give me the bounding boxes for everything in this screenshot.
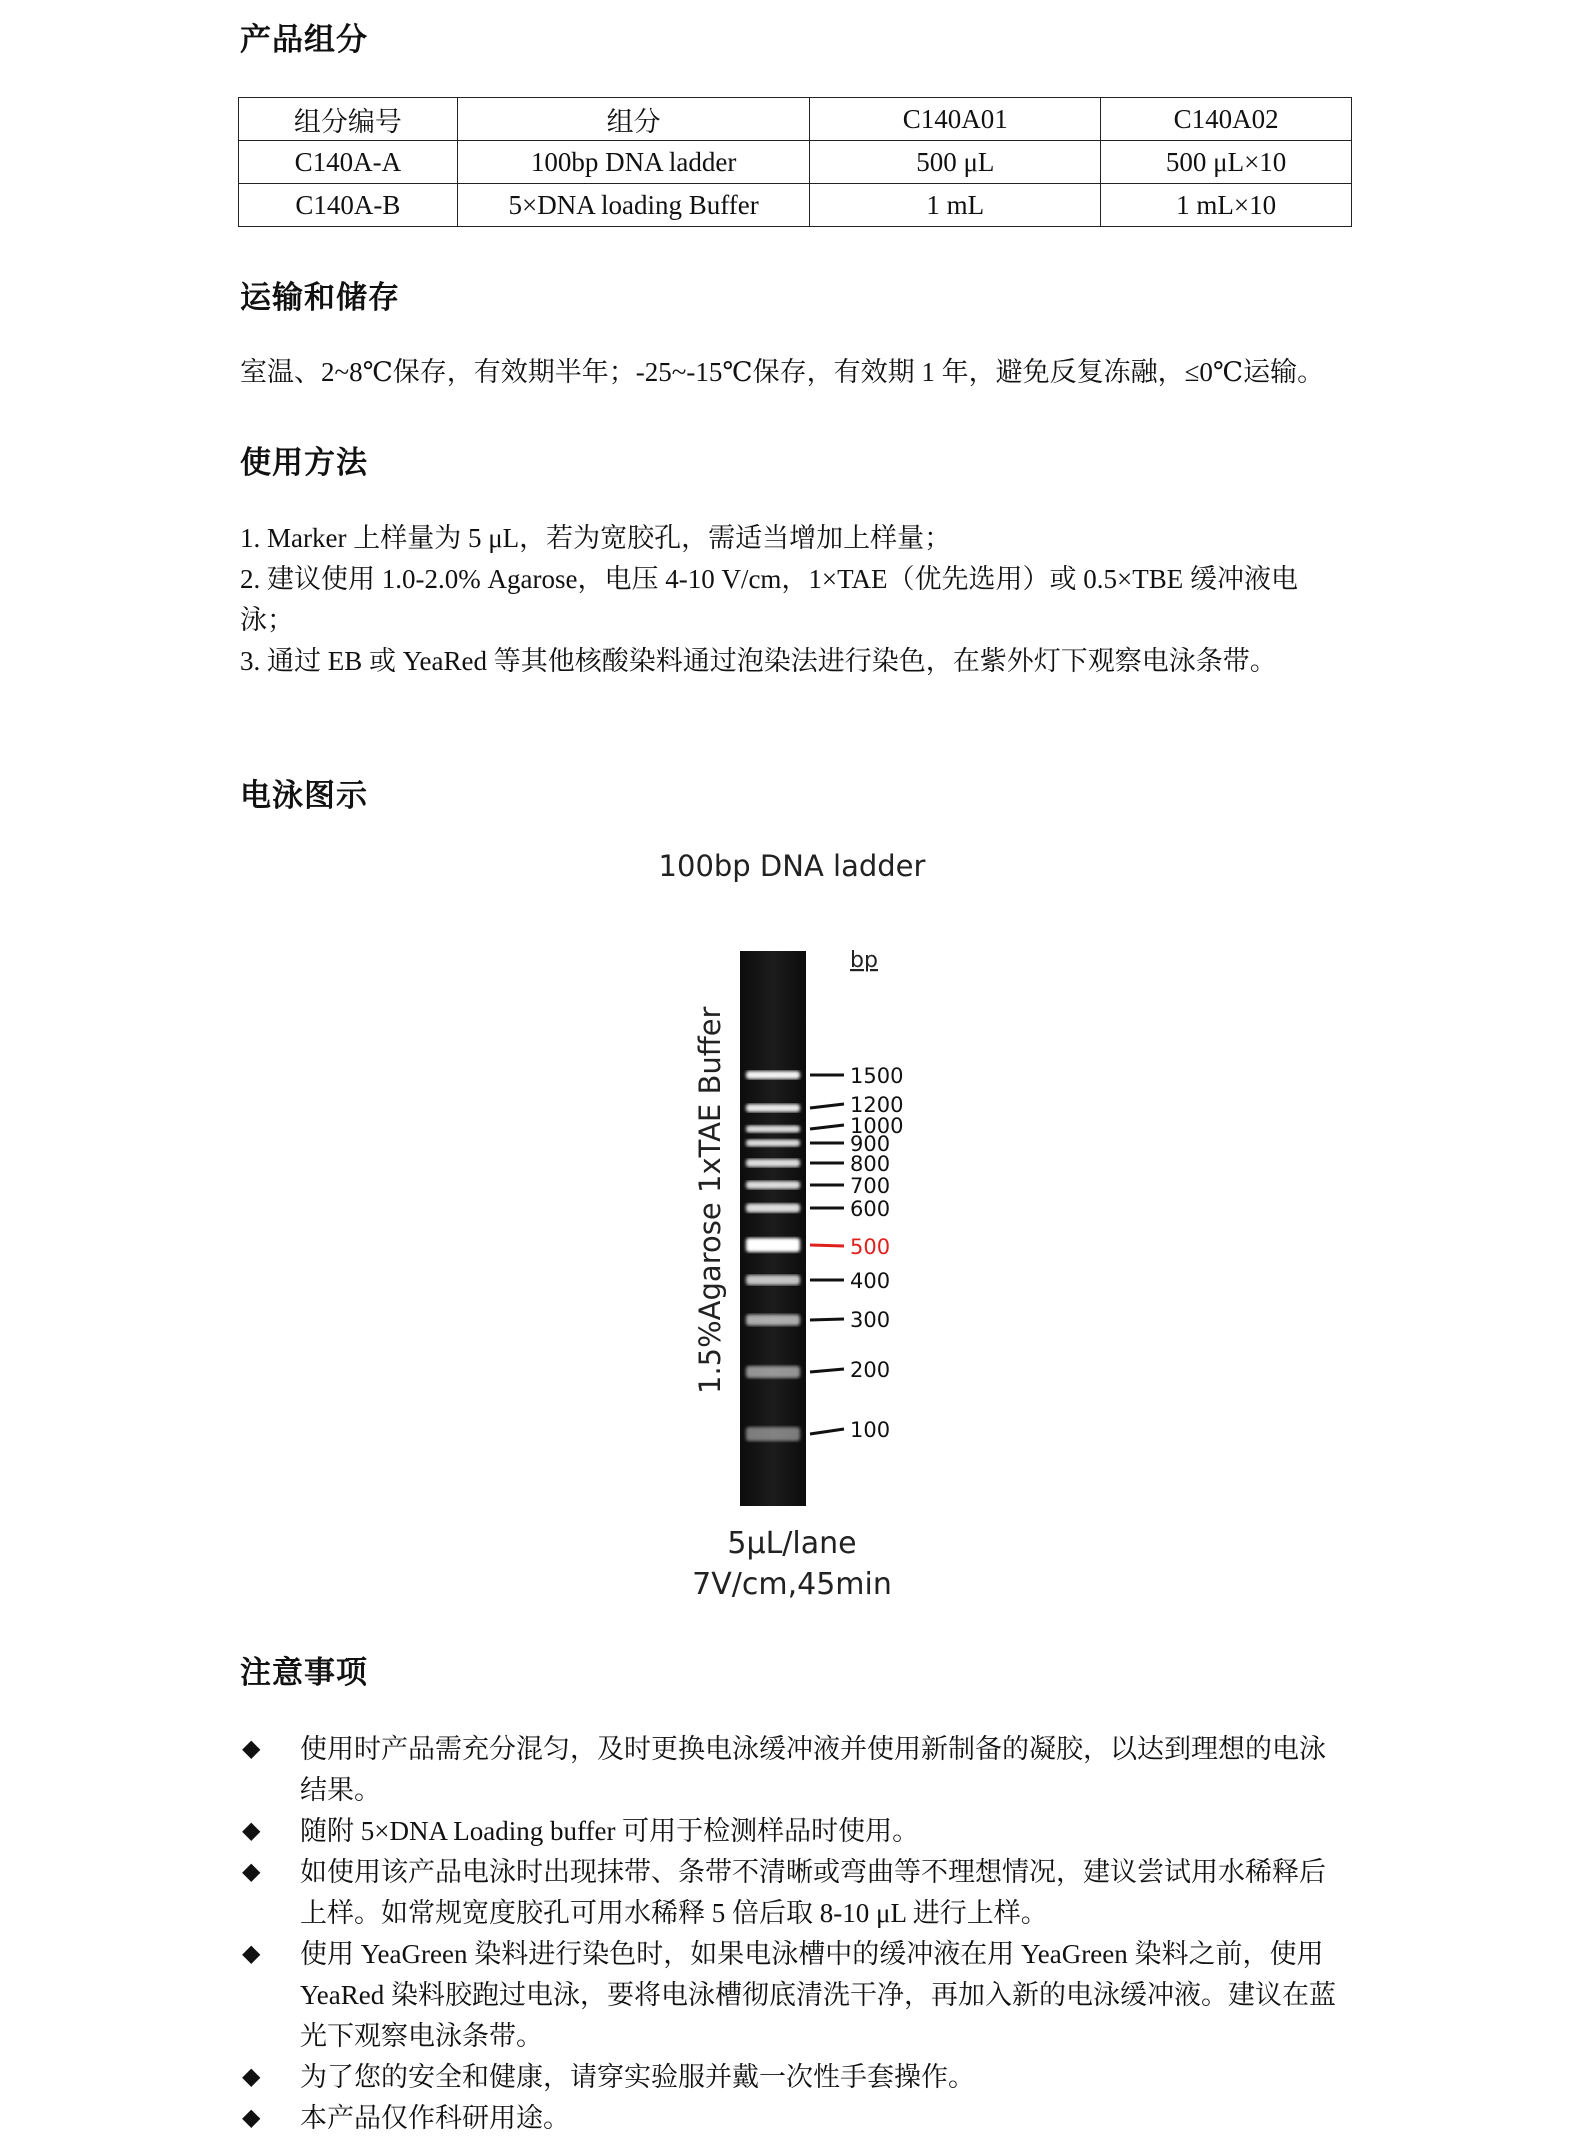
gel-band-500 xyxy=(746,1238,800,1252)
table-header-row xyxy=(239,98,1352,141)
gel-band-1000 xyxy=(746,1126,800,1133)
gel-band-200 xyxy=(746,1366,800,1378)
size-tick-1000 xyxy=(810,1125,844,1129)
usage-step: 2. 建议使用 1.0-2.0% Agarose，电压 4-10 V/cm，1×TAE（优先选用）或 0.5×TBE 缓冲液电泳； xyxy=(240,564,1298,635)
table-header-cell: C140A02 xyxy=(1101,98,1352,141)
gel-band-1500 xyxy=(746,1071,800,1079)
table-cell: 500 μL xyxy=(810,141,1101,184)
diamond-bullet-icon: ◆ xyxy=(242,1859,261,1885)
usage-heading: 使用方法 xyxy=(240,445,368,480)
gel-image xyxy=(620,838,980,1608)
table-header-cell: 组分 xyxy=(457,98,810,141)
note-item xyxy=(240,1852,1352,1934)
diamond-bullet-icon: ◆ xyxy=(242,2064,261,2090)
size-label-800: 800 xyxy=(850,1152,891,1176)
table-cell: 5×DNA loading Buffer xyxy=(457,184,810,227)
size-label-900: 900 xyxy=(850,1132,891,1156)
size-label-1000: 1000 xyxy=(850,1114,904,1138)
size-label-1500: 1500 xyxy=(850,1064,904,1088)
gel-band-1200 xyxy=(746,1104,800,1112)
note-item xyxy=(240,1811,1352,1852)
size-label-400: 400 xyxy=(850,1269,891,1293)
note-text: 使用时产品需充分混匀，及时更换电泳缓冲液并使用新制备的凝胶，以达到理想的电泳结果。 xyxy=(300,1734,1326,1805)
gel-ticks xyxy=(810,1064,903,1442)
size-label-1200: 1200 xyxy=(850,1093,904,1117)
table-cell: 100bp DNA ladder xyxy=(457,141,810,184)
note-text: 使用 YeaGreen 染料进行染色时，如果电泳槽中的缓冲液在用 YeaGreen 染料之前，使用 YeaRed 染料胶跑过电泳，要将电泳槽彻底清洗干净，再加入新的电泳缓冲液。建议在蓝光下观察电泳条带。 xyxy=(300,1939,1337,2051)
usage-steps xyxy=(240,518,1350,682)
note-item xyxy=(240,2057,1352,2098)
buffer-label: 1xTAE Buffer xyxy=(693,1006,727,1193)
table-cell: 1 mL×10 xyxy=(1101,184,1352,227)
gel-band-100 xyxy=(746,1427,800,1441)
note-text: 本产品仅作科研用途。 xyxy=(300,2103,570,2133)
note-item xyxy=(240,2098,1352,2139)
note-item xyxy=(240,1934,1352,2057)
components-heading: 产品组分 xyxy=(240,22,368,57)
size-tick-300 xyxy=(810,1319,844,1320)
table-header-cell: C140A01 xyxy=(810,98,1101,141)
notes-list xyxy=(240,1729,1352,2139)
gel-band-400 xyxy=(746,1275,800,1285)
size-label-200: 200 xyxy=(850,1358,891,1382)
table-cell: 500 μL×10 xyxy=(1101,141,1352,184)
table-header-cell: 组分编号 xyxy=(239,98,458,141)
gel-band-800 xyxy=(746,1159,800,1167)
gel-caption-load: 5μL/lane xyxy=(727,1526,857,1561)
gel-caption-run: 7V/cm,45min xyxy=(692,1567,892,1602)
diamond-bullet-icon: ◆ xyxy=(242,1818,261,1844)
storage-heading: 运输和储存 xyxy=(240,280,400,315)
note-item xyxy=(240,1729,1352,1811)
usage-step: 1. Marker 上样量为 5 μL，若为宽胶孔，需适当增加上样量； xyxy=(240,523,952,553)
components-table xyxy=(238,97,1352,227)
note-text: 为了您的安全和健康，请穿实验服并戴一次性手套操作。 xyxy=(300,2062,975,2092)
gel-lane xyxy=(740,951,806,1506)
size-label-100: 100 xyxy=(850,1418,891,1442)
size-label-700: 700 xyxy=(850,1174,891,1198)
table-row xyxy=(239,184,1352,227)
size-tick-500 xyxy=(810,1245,844,1246)
gel-heading: 电泳图示 xyxy=(240,778,368,813)
notes-heading: 注意事项 xyxy=(240,1655,368,1690)
gel-band-600 xyxy=(746,1204,800,1213)
diamond-bullet-icon: ◆ xyxy=(242,2105,261,2131)
size-tick-200 xyxy=(810,1369,844,1372)
diamond-bullet-icon: ◆ xyxy=(242,1941,261,1967)
size-tick-100 xyxy=(810,1429,844,1434)
usage-step: 3. 通过 EB 或 YeaRed 等其他核酸染料通过泡染法进行染色，在紫外灯下观察电泳条带。 xyxy=(240,646,1277,676)
table-cell: 1 mL xyxy=(810,184,1101,227)
size-label-600: 600 xyxy=(850,1197,891,1221)
gel-band-300 xyxy=(746,1315,800,1326)
note-text: 随附 5×DNA Loading buffer 可用于检测样品时使用。 xyxy=(300,1816,920,1846)
gel-band-700 xyxy=(746,1181,800,1189)
size-tick-1200 xyxy=(810,1104,844,1108)
agarose-label: 1.5%Agarose xyxy=(693,1202,727,1394)
table-row xyxy=(239,141,1352,184)
gel-title: 100bp DNA ladder xyxy=(658,849,926,883)
table-cell: C140A-A xyxy=(239,141,458,184)
storage-text: 室温、2~8℃保存，有效期半年；-25~-15℃保存，有效期 1 年，避免反复冻融，≤0℃运输。 xyxy=(240,357,1325,387)
note-text: 如使用该产品电泳时出现抹带、条带不清晰或弯曲等不理想情况，建议尝试用水稀释后上样。如常规宽度胶孔可用水稀释 5 倍后取 8-10 μL 进行上样。 xyxy=(300,1857,1326,1928)
bp-unit-label: bp xyxy=(850,948,878,973)
size-label-300: 300 xyxy=(850,1308,891,1332)
diamond-bullet-icon: ◆ xyxy=(242,1736,261,1762)
gel-band-900 xyxy=(746,1140,800,1147)
gel-figure xyxy=(620,838,980,1608)
table-cell: C140A-B xyxy=(239,184,458,227)
size-label-500: 500 xyxy=(850,1235,891,1259)
